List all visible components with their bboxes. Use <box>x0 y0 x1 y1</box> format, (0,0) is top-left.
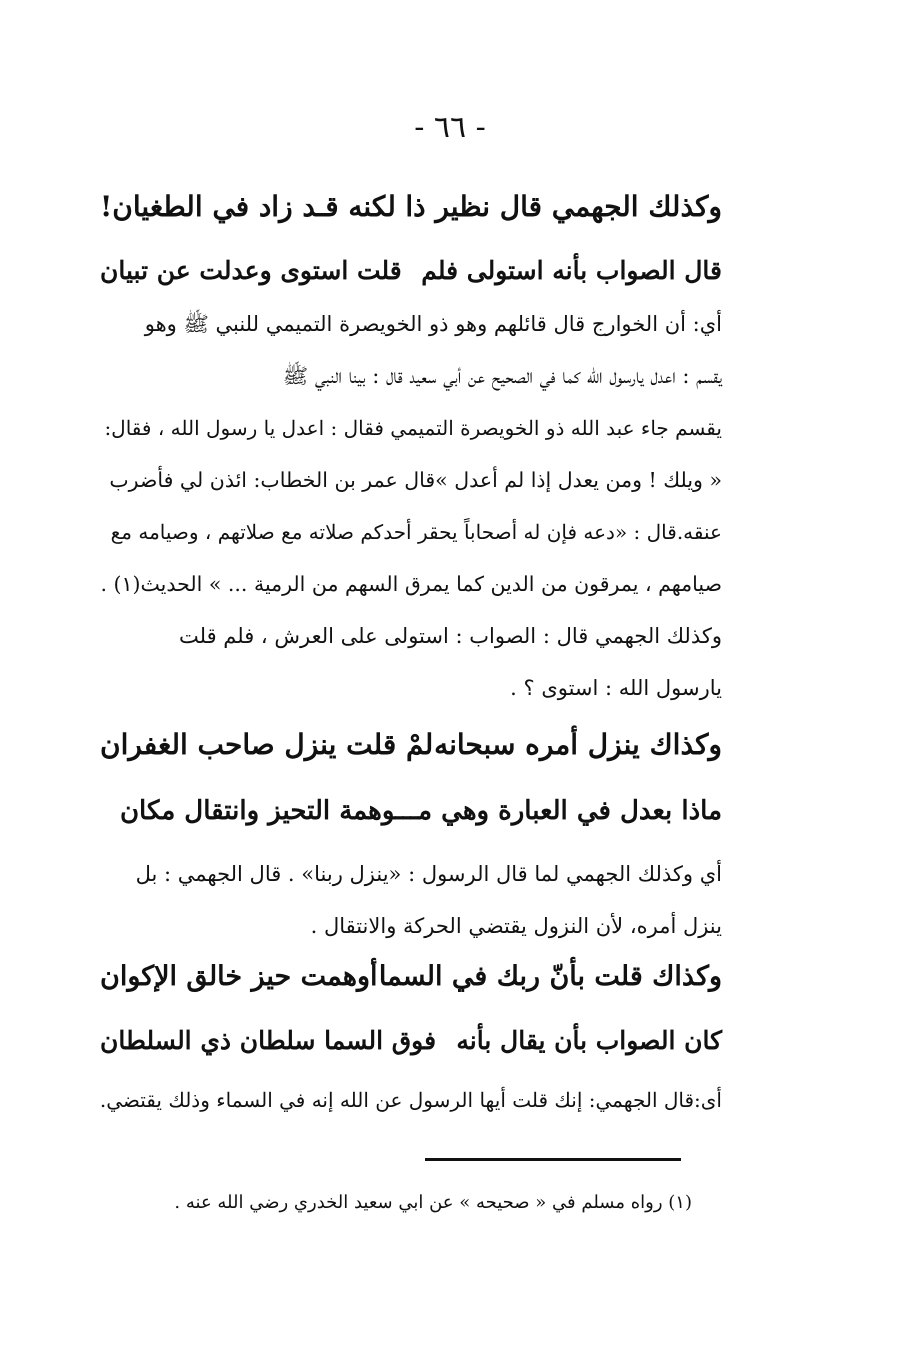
commentary-line: يقسم جاء عبد الله ذو الخويصرة التميمي فقال : اعدل يا رسول الله ، فقال: <box>104 416 722 440</box>
verse-line <box>100 1014 722 1066</box>
commentary-paragraph <box>100 1074 722 1126</box>
footnote: (١) رواه مسلم في « صحيحه » عن ابي سعيد الخدري رضي الله عنه . <box>174 1192 692 1213</box>
commentary-paragraph <box>100 298 722 714</box>
verse-line <box>100 180 722 232</box>
commentary-line: « ويلك ! ومن يعدل إذا لم أعدل »قال عمر بن الخطاب: ائذن لي فأضرب <box>109 468 722 492</box>
verse-first-hemistich: ماذا بعدل في العبارة وهي مـــوهمة التحيز وانتقال مكان <box>119 796 722 826</box>
verse-line <box>100 718 722 770</box>
page-number: - ٦٦ - <box>414 110 486 145</box>
verse-first-hemistich: وكذلك الجهمي قال نظير ذا <box>405 189 722 223</box>
commentary-line: يارسول الله : استوى ؟ . <box>510 676 722 700</box>
commentary-paragraph <box>100 848 722 952</box>
verse-first-hemistich: وكذاك قلت بأنّ ربك في السما <box>378 960 722 992</box>
verse-first-hemistich: وكذاك ينزل أمره سبحانه <box>434 727 722 761</box>
verse-second-hemistich: قلت استوى وعدلت عن تبيان <box>100 255 402 285</box>
verse-first-hemistich: قال الصواب بأنه استولى فلم <box>421 255 722 285</box>
commentary-line: يقسم : اعدل يارسول الله كما في الصحيح عن أبي سعيد قال : بينا النبي ﷺ <box>282 364 722 388</box>
commentary-line: أي: أن الخوارج قال قائلهم وهو ذو الخويصرة التميمي للنبي ﷺ وهو <box>144 312 722 336</box>
commentary-line: أى:قال الجهمي: إنك قلت أيها الرسول عن الله إنه في السماء وذلك يقتضي. <box>99 1088 722 1112</box>
commentary-line: وكذلك الجهمي قال : الصواب : استولى على العرش ، فلم قلت <box>179 624 722 648</box>
verse-line <box>100 950 722 1002</box>
verse-second-hemistich: لكنه قـد زاد في الطغيان! <box>100 189 396 223</box>
commentary-line: صيامهم ، يمرقون من الدين كما يمرق السهم من الرمية ... » الحديث(١) . <box>100 572 722 596</box>
verse-second-hemistich: لمْ قلت ينزل صاحب الغفران <box>100 727 434 761</box>
commentary-line: عنقه.قال : «دعه فإن له أصحاباً يحقر أحدكم صلاته مع صلاتهم ، وصيامه مع <box>110 520 722 544</box>
verse-second-hemistich: أوهمت حيز خالق الإكوان <box>100 960 378 992</box>
footnote-separator <box>425 1158 681 1161</box>
verse-line <box>100 244 722 296</box>
verse-second-hemistich: فوق السما سلطان ذي السلطان <box>100 1025 437 1055</box>
verse-line <box>100 785 722 837</box>
commentary-line: ينزل أمره، لأن النزول يقتضي الحركة والانتقال . <box>310 914 722 938</box>
verse-first-hemistich: كان الصواب بأن يقال بأنه <box>456 1025 722 1055</box>
commentary-line: أي وكذلك الجهمي لما قال الرسول : «ينزل ربنا» . قال الجهمي : بل <box>135 862 722 886</box>
